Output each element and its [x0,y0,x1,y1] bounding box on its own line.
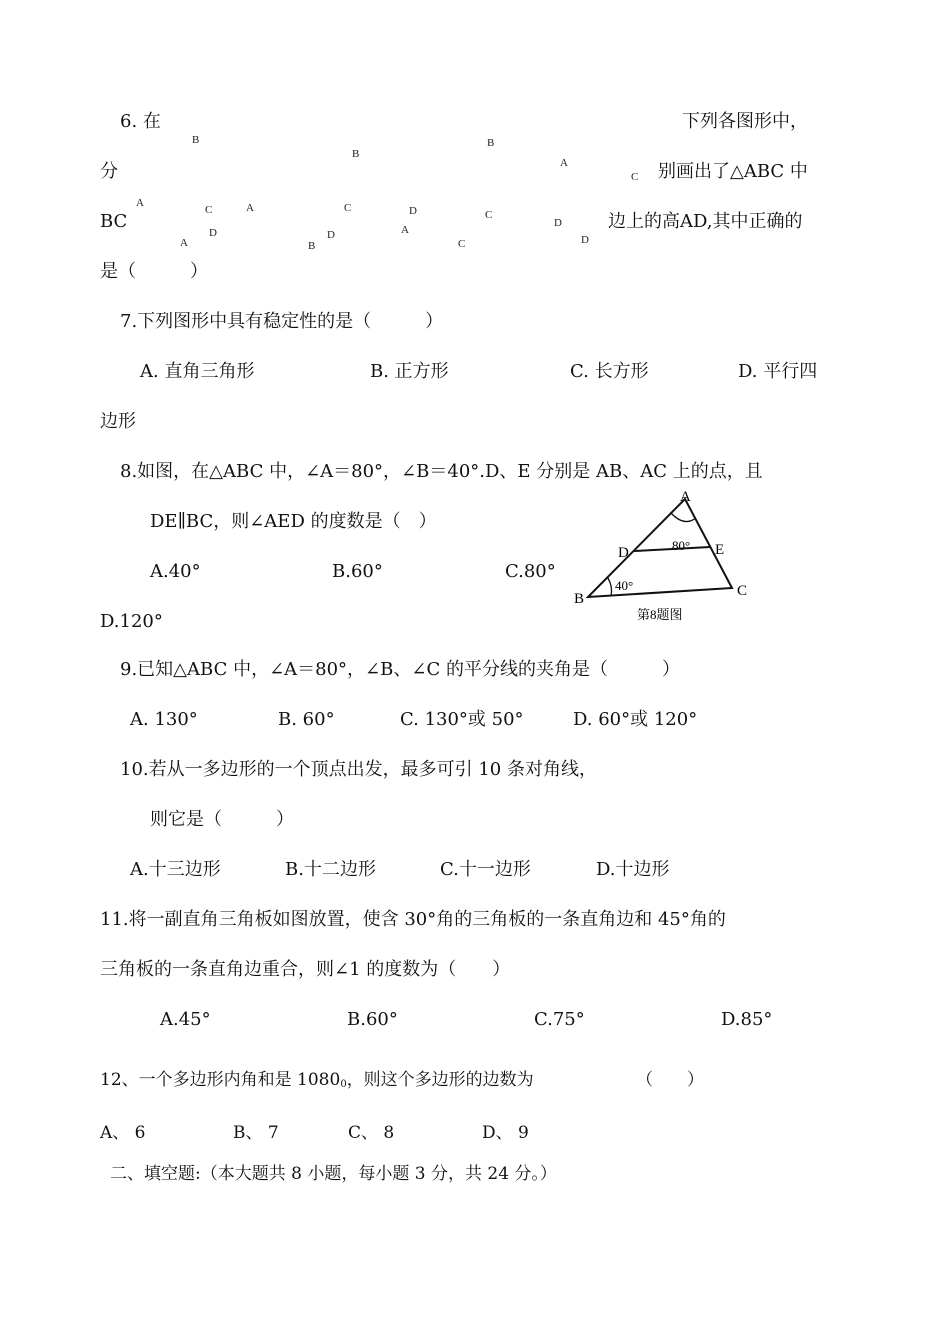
q6-line2-right: 别画出了△ABC 中 [658,161,808,182]
q12-option-c: C、 8 [348,1123,395,1143]
q10-stem-line1: 10.若从一多边形的一个顶点出发，最多可引 10 条对角线， [120,759,597,780]
q6-label: D [581,234,589,246]
q8-stem-line2: DE∥BC，则∠AED 的度数是（ ） [150,511,437,532]
figure-caption: 第8题图 [637,607,683,622]
q6-label: A [246,202,254,214]
q12-option-d: D、 9 [482,1123,529,1143]
q9-option-c: C. 130°或 50° [400,709,524,730]
q6-line4: 是（ ） [100,261,208,282]
q10-option-d: D.十边形 [596,859,670,880]
q6-line2-left: 分 [100,161,118,182]
angle-b-arc [608,578,612,596]
q6-line3-right: 边上的高AD,其中正确的 [608,211,803,232]
q12-stem-post: ，则这个多边形的边数为 [346,1070,534,1090]
q10-stem-line2: 则它是（ ） [150,809,294,830]
q8-option-d: D.120° [100,611,163,632]
q6-label: D [327,229,335,241]
q6-line3-left: BC [100,211,128,232]
q9-option-d: D. 60°或 120° [573,709,698,730]
q10-option-c: C.十一边形 [440,859,531,880]
q12-stem-sup: 0 [340,1079,347,1090]
q6-label: B [487,137,495,149]
q12-option-a: A、 6 [100,1123,146,1143]
q11-option-c: C.75° [534,1009,585,1030]
q6-label: A [136,197,144,209]
vertex-a-label: A [680,489,691,505]
q12-option-b: B、 7 [233,1123,279,1143]
q9-option-a: A. 130° [130,709,198,730]
q8-option-a: A.40° [150,561,201,582]
vertex-d-label: D [618,545,629,561]
q12-paren: （ ） [636,1070,704,1090]
q9-option-b: B. 60° [278,709,335,730]
q12-stem [100,1068,534,1097]
q6-prefix: 6. 在 [120,111,161,132]
q8-triangle-figure [560,485,760,630]
q11-stem-line1: 11.将一副直角三角板如图放置，使含 30°角的三角板的一条直角边和 45°角的 [100,909,726,930]
q6-label: D [554,217,562,229]
q8-option-c: C.80° [505,561,556,582]
q7-option-d-cont: 边形 [100,411,136,432]
q6-label: D [209,227,217,239]
q6-label: A [560,157,568,169]
q11-option-a: A.45° [160,1009,211,1030]
q12-stem-pre: 12、一个多边形内角和是 1080 [100,1070,341,1090]
q8-option-b: B.60° [332,561,383,582]
angle-b-value: 40° [615,578,634,593]
q7-option-c: C. 长方形 [570,361,649,382]
q10-option-b: B.十二边形 [285,859,376,880]
q6-label: C [631,171,639,183]
q9-stem: 9.已知△ABC 中，∠A＝80°，∠B、∠C 的平分线的夹角是（ ） [120,659,680,680]
q7-option-b: B. 正方形 [370,361,449,382]
q6-label: C [485,209,493,221]
q8-stem-line1: 8.如图，在△ABC 中，∠A＝80°，∠B＝40°.D、E 分别是 AB、AC 上的点，且 [120,461,763,482]
vertex-b-label: B [574,591,585,607]
angle-a-value: 80° [672,538,691,553]
q10-option-a: A.十三边形 [130,859,221,880]
vertex-c-label: C [737,583,748,599]
q7-option-a: A. 直角三角形 [140,361,255,382]
q11-stem-line2: 三角板的一条直角边重合，则∠1 的度数为（ ） [100,959,511,980]
q6-label: B [308,240,316,252]
q6-label: A [180,237,188,249]
vertex-e-label: E [715,542,725,558]
q6-label: D [409,205,417,217]
q6-line1-right: 下列各图形中， [682,111,808,132]
q6-label: C [458,238,466,250]
q7-option-d: D. 平行四 [738,361,818,382]
q11-option-d: D.85° [721,1009,773,1030]
q11-option-b: B.60° [347,1009,398,1030]
section-2-title: 二、填空题:（本大题共 8 小题，每小题 3 分，共 24 分。） [110,1164,557,1184]
q6-label: C [205,204,213,216]
q6-label: A [401,224,409,236]
q6-label: B [352,148,360,160]
q6-label: B [192,134,200,146]
q6-label: C [344,202,352,214]
q7-stem: 7.下列图形中具有稳定性的是（ ） [120,311,444,332]
